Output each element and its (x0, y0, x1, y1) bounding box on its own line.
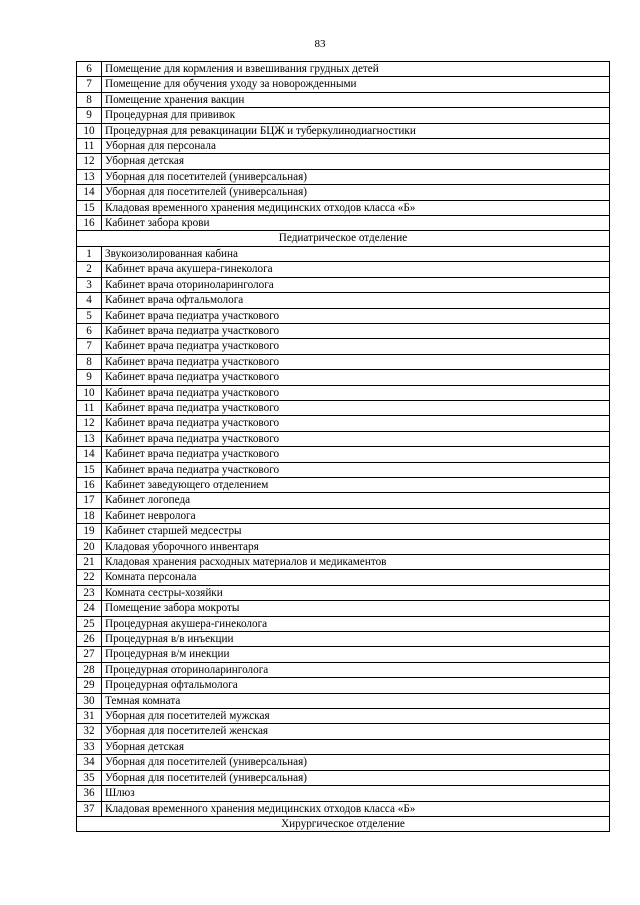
room-name: Кабинет врача офтальмолога (102, 293, 610, 308)
row-number: 23 (77, 585, 102, 600)
room-name: Шлюз (102, 786, 610, 801)
room-name: Звукоизолированная кабина (102, 246, 610, 261)
table-row (77, 570, 610, 585)
room-name: Темная комната (102, 693, 610, 708)
row-number: 7 (77, 77, 102, 92)
row-number: 12 (77, 154, 102, 169)
table-row (77, 354, 610, 369)
room-name: Кладовая уборочного инвентаря (102, 539, 610, 554)
table-row (77, 632, 610, 647)
rooms-table-body (77, 62, 610, 832)
table-row (77, 555, 610, 570)
row-number: 15 (77, 200, 102, 215)
table-row (77, 154, 610, 169)
row-number: 11 (77, 139, 102, 154)
page-number: 83 (314, 38, 326, 50)
row-number: 16 (77, 477, 102, 492)
row-number: 11 (77, 400, 102, 415)
row-number: 5 (77, 308, 102, 323)
room-name: Кладовая хранения расходных материалов и медикаментов (102, 555, 610, 570)
row-number: 12 (77, 416, 102, 431)
table-row (77, 647, 610, 662)
room-name: Помещение для кормления и взвешивания грудных детей (102, 62, 610, 77)
table-row (77, 416, 610, 431)
table-row (77, 493, 610, 508)
table-row (77, 246, 610, 261)
row-number: 34 (77, 755, 102, 770)
room-name: Кабинет врача акушера-гинеколога (102, 262, 610, 277)
room-name: Кабинет заведующего отделением (102, 477, 610, 492)
table-row (77, 447, 610, 462)
room-name: Кабинет невролога (102, 508, 610, 523)
room-name: Кабинет врача педиатра участкового (102, 447, 610, 462)
table-row (77, 693, 610, 708)
table-row (77, 585, 610, 600)
row-number: 1 (77, 246, 102, 261)
table-row (77, 92, 610, 107)
row-number: 33 (77, 739, 102, 754)
row-number: 6 (77, 62, 102, 77)
table-row (77, 739, 610, 754)
room-name: Кабинет врача педиатра участкового (102, 354, 610, 369)
room-name: Уборная для посетителей (универсальная) (102, 185, 610, 200)
row-number: 13 (77, 169, 102, 184)
rooms-table (76, 61, 610, 832)
table-row (77, 293, 610, 308)
table-row (77, 77, 610, 92)
room-name: Процедурная в/м инекции (102, 647, 610, 662)
room-name: Процедурная для ревакцинации БЦЖ и туберкулинодиагностики (102, 123, 610, 138)
row-number: 15 (77, 462, 102, 477)
room-name: Кабинет врача педиатра участкового (102, 462, 610, 477)
room-name: Помещение хранения вакцин (102, 92, 610, 107)
table-row (77, 385, 610, 400)
room-name: Кабинет врача педиатра участкового (102, 370, 610, 385)
row-number: 7 (77, 339, 102, 354)
table-row (77, 801, 610, 816)
row-number: 26 (77, 632, 102, 647)
row-number: 9 (77, 370, 102, 385)
row-number: 21 (77, 555, 102, 570)
row-number: 20 (77, 539, 102, 554)
row-number: 9 (77, 108, 102, 123)
room-name: Уборная для персонала (102, 139, 610, 154)
table-row (77, 370, 610, 385)
section-heading: Хирургическое отделение (77, 816, 610, 831)
section-heading-row (77, 231, 610, 246)
table-row (77, 524, 610, 539)
table-row (77, 431, 610, 446)
room-name: Процедурная оториноларинголога (102, 662, 610, 677)
row-number: 36 (77, 786, 102, 801)
table-row (77, 709, 610, 724)
row-number: 4 (77, 293, 102, 308)
section-heading-row (77, 816, 610, 831)
table-row (77, 216, 610, 231)
row-number: 24 (77, 601, 102, 616)
room-name: Процедурная в/в инъекции (102, 632, 610, 647)
row-number: 32 (77, 724, 102, 739)
row-number: 10 (77, 385, 102, 400)
row-number: 28 (77, 662, 102, 677)
row-number: 29 (77, 678, 102, 693)
table-row (77, 123, 610, 138)
table-row (77, 462, 610, 477)
room-name: Уборная для посетителей (универсальная) (102, 169, 610, 184)
room-name: Кабинет врача педиатра участкового (102, 323, 610, 338)
room-name: Процедурная офтальмолога (102, 678, 610, 693)
room-name: Кладовая временного хранения медицинских отходов класса «Б» (102, 801, 610, 816)
table-row (77, 477, 610, 492)
table-row (77, 616, 610, 631)
room-name: Комната персонала (102, 570, 610, 585)
table-row (77, 323, 610, 338)
table-row (77, 755, 610, 770)
table-row (77, 277, 610, 292)
room-name: Уборная для посетителей мужская (102, 709, 610, 724)
room-name: Уборная для посетителей (универсальная) (102, 755, 610, 770)
row-number: 3 (77, 277, 102, 292)
row-number: 14 (77, 447, 102, 462)
room-name: Кабинет логопеда (102, 493, 610, 508)
room-name: Кабинет забора крови (102, 216, 610, 231)
room-name: Процедурная акушера-гинеколога (102, 616, 610, 631)
room-name: Кабинет врача педиатра участкового (102, 339, 610, 354)
table-row (77, 308, 610, 323)
room-name: Кабинет врача педиатра участкового (102, 400, 610, 415)
room-name: Уборная для посетителей женская (102, 724, 610, 739)
row-number: 8 (77, 354, 102, 369)
table-row (77, 108, 610, 123)
table-row (77, 200, 610, 215)
room-name: Помещение забора мокроты (102, 601, 610, 616)
table-row (77, 770, 610, 785)
row-number: 14 (77, 185, 102, 200)
row-number: 31 (77, 709, 102, 724)
row-number: 6 (77, 323, 102, 338)
row-number: 19 (77, 524, 102, 539)
table-row (77, 400, 610, 415)
row-number: 17 (77, 493, 102, 508)
table-row (77, 539, 610, 554)
table-row (77, 62, 610, 77)
row-number: 16 (77, 216, 102, 231)
room-name: Кабинет врача педиатра участкового (102, 308, 610, 323)
table-row (77, 262, 610, 277)
room-name: Комната сестры-хозяйки (102, 585, 610, 600)
row-number: 25 (77, 616, 102, 631)
room-name: Уборная детская (102, 739, 610, 754)
row-number: 18 (77, 508, 102, 523)
room-name: Помещение для обучения уходу за новорожденными (102, 77, 610, 92)
row-number: 35 (77, 770, 102, 785)
room-name: Кабинет врача оториноларинголога (102, 277, 610, 292)
room-name: Уборная для посетителей (универсальная) (102, 770, 610, 785)
row-number: 22 (77, 570, 102, 585)
table-row (77, 339, 610, 354)
row-number: 37 (77, 801, 102, 816)
table-row (77, 601, 610, 616)
table-row (77, 169, 610, 184)
table-row (77, 662, 610, 677)
room-name: Кабинет врача педиатра участкового (102, 416, 610, 431)
room-name: Процедурная для прививок (102, 108, 610, 123)
row-number: 27 (77, 647, 102, 662)
room-name: Уборная детская (102, 154, 610, 169)
row-number: 30 (77, 693, 102, 708)
table-row (77, 139, 610, 154)
table-row (77, 678, 610, 693)
room-name: Кабинет врача педиатра участкового (102, 431, 610, 446)
row-number: 10 (77, 123, 102, 138)
table-row (77, 724, 610, 739)
row-number: 13 (77, 431, 102, 446)
room-name: Кабинет врача педиатра участкового (102, 385, 610, 400)
room-name: Кабинет старшей медсестры (102, 524, 610, 539)
table-row (77, 508, 610, 523)
table-row (77, 185, 610, 200)
row-number: 2 (77, 262, 102, 277)
row-number: 8 (77, 92, 102, 107)
section-heading: Педиатрическое отделение (77, 231, 610, 246)
table-row (77, 786, 610, 801)
room-name: Кладовая временного хранения медицинских отходов класса «Б» (102, 200, 610, 215)
